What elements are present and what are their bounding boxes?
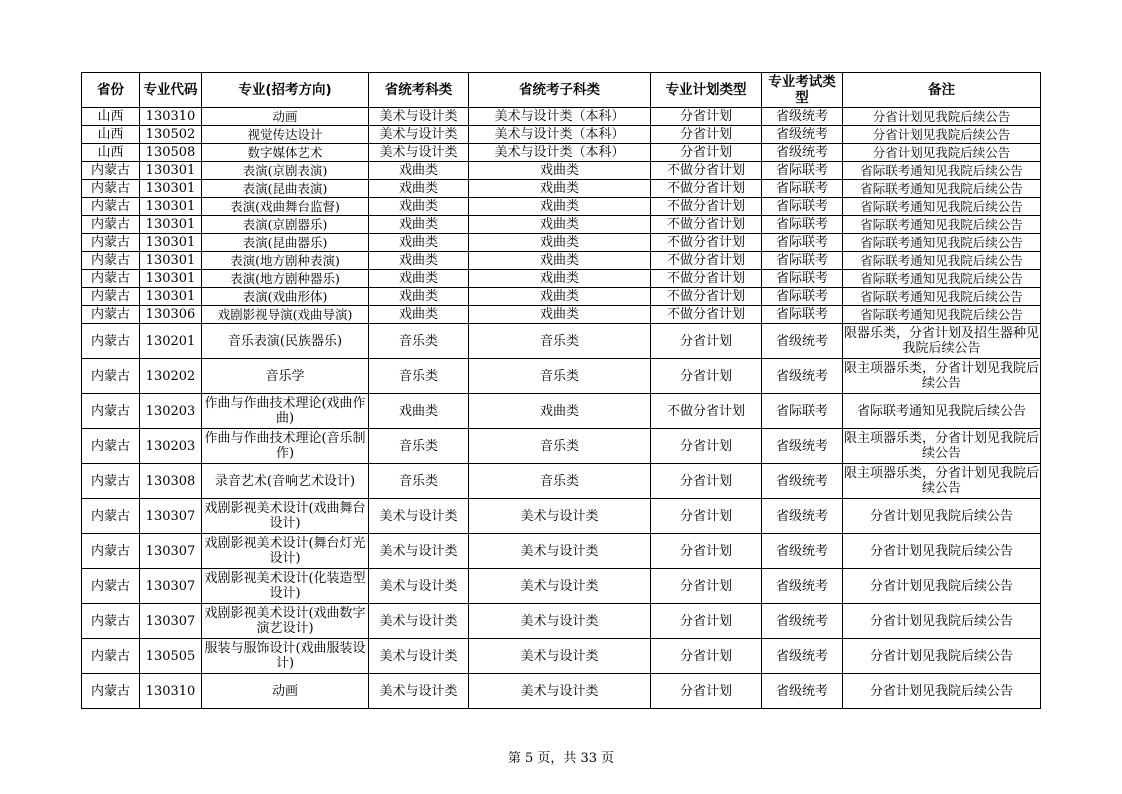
- cell-remarks: 分省计划见我院后续公告: [843, 569, 1041, 604]
- cell-plan-type: 不做分省计划: [651, 198, 762, 216]
- table-row: [82, 306, 1041, 324]
- cell-major-code: 130301: [140, 216, 202, 234]
- cell-remarks: 省际联考通知见我院后续公告: [843, 198, 1041, 216]
- cell-province: 内蒙古: [82, 394, 140, 429]
- cell-major-code: 130307: [140, 534, 202, 569]
- cell-exam-type: 省际联考: [762, 394, 843, 429]
- cell-major-code: 130202: [140, 359, 202, 394]
- cell-major-direction: 表演(戏曲舞台监督): [202, 198, 369, 216]
- cell-major-code: 130502: [140, 126, 202, 144]
- cell-remarks: 省际联考通知见我院后续公告: [843, 162, 1041, 180]
- page-number: 第 5 页，共 33 页: [507, 751, 615, 766]
- cell-major-code: 130301: [140, 162, 202, 180]
- table-row: [82, 270, 1041, 288]
- cell-plan-type: 分省计划: [651, 429, 762, 464]
- cell-major-direction: 戏剧影视美术设计(戏曲数字演艺设计): [202, 604, 369, 639]
- header-row: [82, 73, 1041, 108]
- header-exam-type: 专业考试类型: [762, 73, 843, 108]
- cell-exam-subcategory: 美术与设计类: [469, 674, 651, 709]
- cell-exam-type: 省际联考: [762, 180, 843, 198]
- cell-province: 山西: [82, 126, 140, 144]
- cell-exam-type: 省级统考: [762, 464, 843, 499]
- cell-remarks: 省际联考通知见我院后续公告: [843, 394, 1041, 429]
- cell-exam-subcategory: 美术与设计类（本科）: [469, 108, 651, 126]
- cell-province: 内蒙古: [82, 429, 140, 464]
- cell-plan-type: 分省计划: [651, 144, 762, 162]
- cell-plan-type: 分省计划: [651, 324, 762, 359]
- cell-major-code: 130301: [140, 180, 202, 198]
- table-row: [82, 198, 1041, 216]
- cell-remarks: 省际联考通知见我院后续公告: [843, 180, 1041, 198]
- table-row: [82, 180, 1041, 198]
- table-row: [82, 429, 1041, 464]
- cell-exam-category: 戏曲类: [369, 306, 469, 324]
- cell-plan-type: 不做分省计划: [651, 162, 762, 180]
- cell-major-code: 130307: [140, 604, 202, 639]
- table-row: [82, 144, 1041, 162]
- cell-exam-category: 美术与设计类: [369, 604, 469, 639]
- cell-exam-category: 戏曲类: [369, 180, 469, 198]
- cell-major-code: 130508: [140, 144, 202, 162]
- cell-major-direction: 录音艺术(音响艺术设计): [202, 464, 369, 499]
- header-remarks: 备注: [843, 73, 1041, 108]
- cell-exam-subcategory: 戏曲类: [469, 180, 651, 198]
- table-row: [82, 604, 1041, 639]
- cell-plan-type: 分省计划: [651, 499, 762, 534]
- cell-exam-subcategory: 戏曲类: [469, 252, 651, 270]
- cell-exam-type: 省级统考: [762, 324, 843, 359]
- cell-exam-category: 戏曲类: [369, 198, 469, 216]
- cell-major-direction: 戏剧影视美术设计(舞台灯光设计): [202, 534, 369, 569]
- cell-major-code: 130301: [140, 234, 202, 252]
- cell-major-direction: 服装与服饰设计(戏曲服装设计): [202, 639, 369, 674]
- cell-plan-type: 分省计划: [651, 464, 762, 499]
- cell-exam-category: 音乐类: [369, 464, 469, 499]
- cell-exam-category: 戏曲类: [369, 270, 469, 288]
- cell-plan-type: 分省计划: [651, 604, 762, 639]
- cell-exam-type: 省际联考: [762, 306, 843, 324]
- cell-exam-type: 省级统考: [762, 499, 843, 534]
- cell-remarks: 省际联考通知见我院后续公告: [843, 306, 1041, 324]
- cell-major-code: 130203: [140, 429, 202, 464]
- cell-major-direction: 表演(地方剧种表演): [202, 252, 369, 270]
- cell-remarks: 分省计划见我院后续公告: [843, 639, 1041, 674]
- cell-exam-type: 省际联考: [762, 288, 843, 306]
- cell-exam-category: 美术与设计类: [369, 499, 469, 534]
- cell-province: 内蒙古: [82, 252, 140, 270]
- cell-exam-subcategory: 音乐类: [469, 464, 651, 499]
- cell-major-direction: 戏剧影视美术设计(化装造型设计): [202, 569, 369, 604]
- cell-plan-type: 不做分省计划: [651, 234, 762, 252]
- cell-remarks: 分省计划见我院后续公告: [843, 499, 1041, 534]
- cell-major-direction: 表演(戏曲形体): [202, 288, 369, 306]
- table-row: [82, 359, 1041, 394]
- cell-exam-category: 美术与设计类: [369, 144, 469, 162]
- cell-exam-type: 省级统考: [762, 604, 843, 639]
- cell-province: 内蒙古: [82, 604, 140, 639]
- cell-major-direction: 表演(昆曲器乐): [202, 234, 369, 252]
- cell-remarks: 分省计划见我院后续公告: [843, 604, 1041, 639]
- cell-exam-subcategory: 戏曲类: [469, 270, 651, 288]
- cell-remarks: 分省计划见我院后续公告: [843, 534, 1041, 569]
- cell-province: 内蒙古: [82, 464, 140, 499]
- cell-exam-category: 戏曲类: [369, 234, 469, 252]
- cell-remarks: 省际联考通知见我院后续公告: [843, 270, 1041, 288]
- cell-exam-category: 音乐类: [369, 324, 469, 359]
- cell-exam-subcategory: 美术与设计类（本科）: [469, 126, 651, 144]
- cell-major-code: 130310: [140, 108, 202, 126]
- cell-major-direction: 作曲与作曲技术理论(戏曲作曲): [202, 394, 369, 429]
- table-row: [82, 639, 1041, 674]
- header-exam-category: 省统考科类: [369, 73, 469, 108]
- cell-exam-type: 省际联考: [762, 252, 843, 270]
- cell-exam-type: 省级统考: [762, 359, 843, 394]
- cell-plan-type: 不做分省计划: [651, 216, 762, 234]
- cell-exam-subcategory: 美术与设计类: [469, 534, 651, 569]
- cell-remarks: 省际联考通知见我院后续公告: [843, 234, 1041, 252]
- table-row: [82, 569, 1041, 604]
- cell-major-direction: 数字媒体艺术: [202, 144, 369, 162]
- cell-exam-type: 省级统考: [762, 534, 843, 569]
- table-row: [82, 108, 1041, 126]
- cell-exam-subcategory: 美术与设计类: [469, 569, 651, 604]
- table-row: [82, 324, 1041, 359]
- cell-plan-type: 分省计划: [651, 534, 762, 569]
- table-row: [82, 234, 1041, 252]
- table-row: [82, 534, 1041, 569]
- header-major-code: 专业代码: [140, 73, 202, 108]
- cell-major-direction: 动画: [202, 674, 369, 709]
- cell-plan-type: 分省计划: [651, 359, 762, 394]
- cell-exam-subcategory: 美术与设计类（本科）: [469, 144, 651, 162]
- cell-remarks: 限器乐类，分省计划及招生器种见我院后续公告: [843, 324, 1041, 359]
- cell-exam-type: 省际联考: [762, 198, 843, 216]
- cell-exam-category: 美术与设计类: [369, 126, 469, 144]
- cell-remarks: 分省计划见我院后续公告: [843, 108, 1041, 126]
- cell-province: 内蒙古: [82, 499, 140, 534]
- cell-exam-category: 美术与设计类: [369, 534, 469, 569]
- cell-major-direction: 戏剧影视导演(戏曲导演): [202, 306, 369, 324]
- cell-exam-subcategory: 音乐类: [469, 429, 651, 464]
- cell-major-direction: 动画: [202, 108, 369, 126]
- cell-province: 内蒙古: [82, 270, 140, 288]
- cell-plan-type: 分省计划: [651, 108, 762, 126]
- cell-major-direction: 表演(昆曲表演): [202, 180, 369, 198]
- cell-plan-type: 分省计划: [651, 569, 762, 604]
- cell-exam-category: 美术与设计类: [369, 108, 469, 126]
- table-row: [82, 216, 1041, 234]
- cell-exam-category: 戏曲类: [369, 394, 469, 429]
- table-row: [82, 288, 1041, 306]
- cell-exam-subcategory: 戏曲类: [469, 162, 651, 180]
- cell-plan-type: 不做分省计划: [651, 180, 762, 198]
- cell-major-direction: 音乐学: [202, 359, 369, 394]
- cell-plan-type: 不做分省计划: [651, 270, 762, 288]
- admissions-table: [81, 72, 1041, 709]
- cell-remarks: 限主项器乐类，分省计划见我院后续公告: [843, 429, 1041, 464]
- cell-plan-type: 不做分省计划: [651, 288, 762, 306]
- cell-province: 内蒙古: [82, 534, 140, 569]
- cell-major-code: 130308: [140, 464, 202, 499]
- cell-major-code: 130505: [140, 639, 202, 674]
- cell-province: 山西: [82, 144, 140, 162]
- cell-major-code: 130307: [140, 499, 202, 534]
- cell-major-code: 130301: [140, 198, 202, 216]
- cell-exam-type: 省级统考: [762, 126, 843, 144]
- header-exam-subcategory: 省统考子科类: [469, 73, 651, 108]
- table-row: [82, 126, 1041, 144]
- cell-province: 山西: [82, 108, 140, 126]
- cell-exam-type: 省际联考: [762, 162, 843, 180]
- cell-exam-category: 戏曲类: [369, 162, 469, 180]
- cell-province: 内蒙古: [82, 359, 140, 394]
- cell-major-code: 130310: [140, 674, 202, 709]
- cell-exam-subcategory: 美术与设计类: [469, 499, 651, 534]
- cell-major-code: 130301: [140, 270, 202, 288]
- cell-exam-category: 音乐类: [369, 429, 469, 464]
- cell-remarks: 省际联考通知见我院后续公告: [843, 288, 1041, 306]
- cell-plan-type: 分省计划: [651, 674, 762, 709]
- table-row: [82, 464, 1041, 499]
- cell-exam-type: 省级统考: [762, 569, 843, 604]
- cell-remarks: 分省计划见我院后续公告: [843, 126, 1041, 144]
- cell-major-code: 130307: [140, 569, 202, 604]
- cell-province: 内蒙古: [82, 216, 140, 234]
- cell-exam-category: 戏曲类: [369, 288, 469, 306]
- cell-major-direction: 作曲与作曲技术理论(音乐制作): [202, 429, 369, 464]
- cell-exam-subcategory: 戏曲类: [469, 216, 651, 234]
- table-row: [82, 499, 1041, 534]
- cell-plan-type: 分省计划: [651, 126, 762, 144]
- cell-exam-category: 美术与设计类: [369, 569, 469, 604]
- cell-exam-subcategory: 戏曲类: [469, 198, 651, 216]
- table-row: [82, 674, 1041, 709]
- cell-province: 内蒙古: [82, 180, 140, 198]
- cell-major-code: 130301: [140, 252, 202, 270]
- cell-major-direction: 视觉传达设计: [202, 126, 369, 144]
- cell-exam-category: 戏曲类: [369, 216, 469, 234]
- cell-plan-type: 分省计划: [651, 639, 762, 674]
- cell-exam-subcategory: 戏曲类: [469, 234, 651, 252]
- cell-major-code: 130306: [140, 306, 202, 324]
- cell-exam-type: 省际联考: [762, 234, 843, 252]
- cell-plan-type: 不做分省计划: [651, 394, 762, 429]
- cell-exam-type: 省级统考: [762, 108, 843, 126]
- cell-plan-type: 不做分省计划: [651, 252, 762, 270]
- cell-exam-subcategory: 美术与设计类: [469, 604, 651, 639]
- table-row: [82, 252, 1041, 270]
- cell-major-direction: 音乐表演(民族器乐): [202, 324, 369, 359]
- cell-major-code: 130203: [140, 394, 202, 429]
- cell-remarks: 分省计划见我院后续公告: [843, 144, 1041, 162]
- cell-exam-type: 省级统考: [762, 144, 843, 162]
- cell-province: 内蒙古: [82, 162, 140, 180]
- cell-major-code: 130201: [140, 324, 202, 359]
- table-row: [82, 394, 1041, 429]
- cell-major-direction: 表演(京剧表演): [202, 162, 369, 180]
- cell-exam-type: 省级统考: [762, 429, 843, 464]
- cell-exam-category: 美术与设计类: [369, 639, 469, 674]
- cell-exam-subcategory: 戏曲类: [469, 306, 651, 324]
- cell-exam-category: 戏曲类: [369, 252, 469, 270]
- cell-exam-subcategory: 音乐类: [469, 324, 651, 359]
- cell-exam-subcategory: 戏曲类: [469, 394, 651, 429]
- cell-exam-subcategory: 美术与设计类: [469, 639, 651, 674]
- cell-province: 内蒙古: [82, 674, 140, 709]
- cell-exam-type: 省际联考: [762, 216, 843, 234]
- cell-exam-type: 省际联考: [762, 270, 843, 288]
- cell-exam-type: 省级统考: [762, 639, 843, 674]
- header-plan-type: 专业计划类型: [651, 73, 762, 108]
- cell-province: 内蒙古: [82, 639, 140, 674]
- cell-exam-type: 省级统考: [762, 674, 843, 709]
- header-province: 省份: [82, 73, 140, 108]
- cell-exam-category: 音乐类: [369, 359, 469, 394]
- table-row: [82, 162, 1041, 180]
- cell-remarks: 省际联考通知见我院后续公告: [843, 252, 1041, 270]
- cell-major-direction: 表演(京剧器乐): [202, 216, 369, 234]
- cell-remarks: 省际联考通知见我院后续公告: [843, 216, 1041, 234]
- cell-province: 内蒙古: [82, 234, 140, 252]
- cell-province: 内蒙古: [82, 324, 140, 359]
- cell-province: 内蒙古: [82, 306, 140, 324]
- table-body: [82, 108, 1041, 709]
- cell-plan-type: 不做分省计划: [651, 306, 762, 324]
- header-major-direction: 专业(招考方向): [202, 73, 369, 108]
- cell-remarks: 分省计划见我院后续公告: [843, 674, 1041, 709]
- cell-major-code: 130301: [140, 288, 202, 306]
- cell-exam-subcategory: 戏曲类: [469, 288, 651, 306]
- cell-exam-category: 美术与设计类: [369, 674, 469, 709]
- cell-province: 内蒙古: [82, 288, 140, 306]
- cell-province: 内蒙古: [82, 569, 140, 604]
- cell-remarks: 限主项器乐类，分省计划见我院后续公告: [843, 464, 1041, 499]
- cell-province: 内蒙古: [82, 198, 140, 216]
- cell-exam-subcategory: 音乐类: [469, 359, 651, 394]
- cell-remarks: 限主项器乐类，分省计划见我院后续公告: [843, 359, 1041, 394]
- cell-major-direction: 表演(地方剧种器乐): [202, 270, 369, 288]
- cell-major-direction: 戏剧影视美术设计(戏曲舞台设计): [202, 499, 369, 534]
